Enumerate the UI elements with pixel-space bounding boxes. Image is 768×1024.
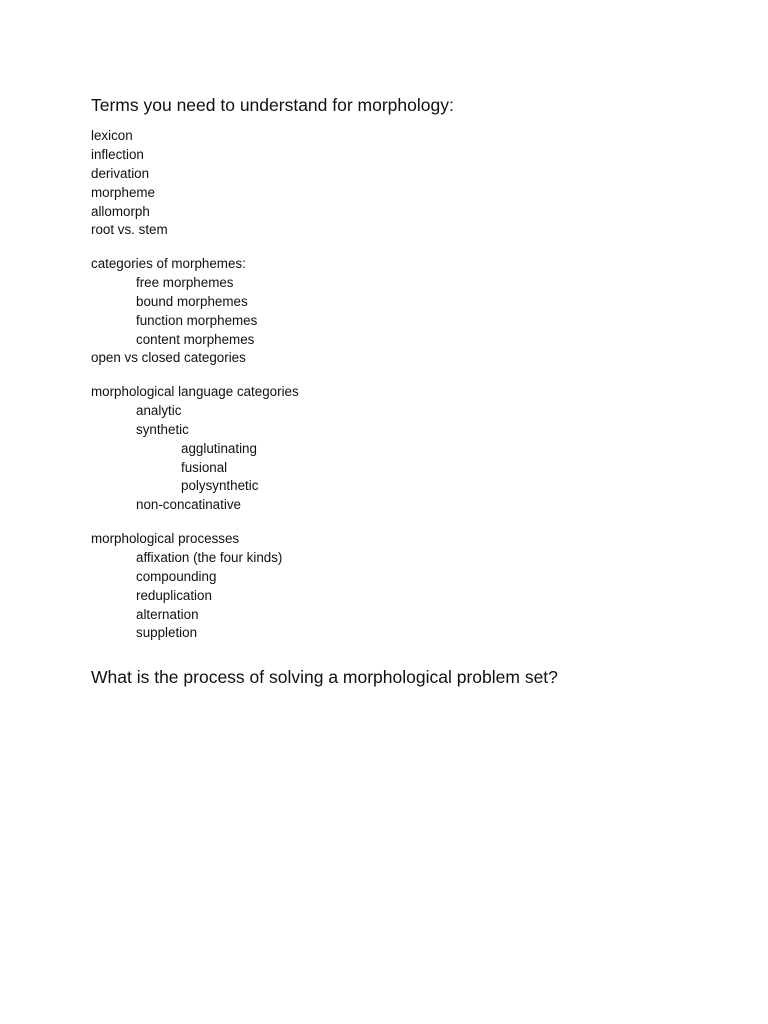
list-item: morpheme — [91, 184, 156, 200]
list-item: suppletion — [136, 625, 198, 641]
section-title: morphological language categories — [91, 384, 299, 399]
terms-list — [91, 127, 691, 240]
section-title: categories of morphemes: — [91, 256, 246, 271]
list-item: compounding — [136, 568, 217, 584]
list-item: bound morphemes — [136, 293, 248, 309]
list-item: lexicon — [91, 128, 133, 143]
list-item: agglutinating — [181, 440, 257, 456]
list-item: derivation — [91, 165, 150, 181]
list-item: analytic — [136, 402, 182, 418]
list-item: inflection — [91, 146, 144, 162]
language-categories-section — [91, 383, 691, 515]
list-item: allomorph — [91, 203, 150, 219]
list-item: synthetic — [136, 421, 189, 437]
question-heading: What is the process of solving a morphological problem set? — [91, 667, 558, 687]
section-title: morphological processes — [91, 531, 240, 546]
list-item: content morphemes — [136, 331, 255, 347]
list-item: free morphemes — [136, 274, 234, 290]
list-item: reduplication — [136, 587, 212, 603]
list-item: alternation — [136, 606, 199, 622]
terms-heading: Terms you need to understand for morphology: — [91, 95, 454, 115]
list-item: affixation (the four kinds) — [136, 549, 283, 565]
list-item: open vs closed categories — [91, 350, 246, 366]
list-item: root vs. stem — [91, 222, 168, 238]
list-item: non-concatinative — [136, 497, 241, 513]
list-item: polysynthetic — [181, 478, 259, 494]
morpheme-categories-section — [91, 255, 691, 368]
list-item: function morphemes — [136, 312, 258, 328]
processes-section — [91, 530, 691, 643]
list-item: fusional — [181, 459, 228, 475]
